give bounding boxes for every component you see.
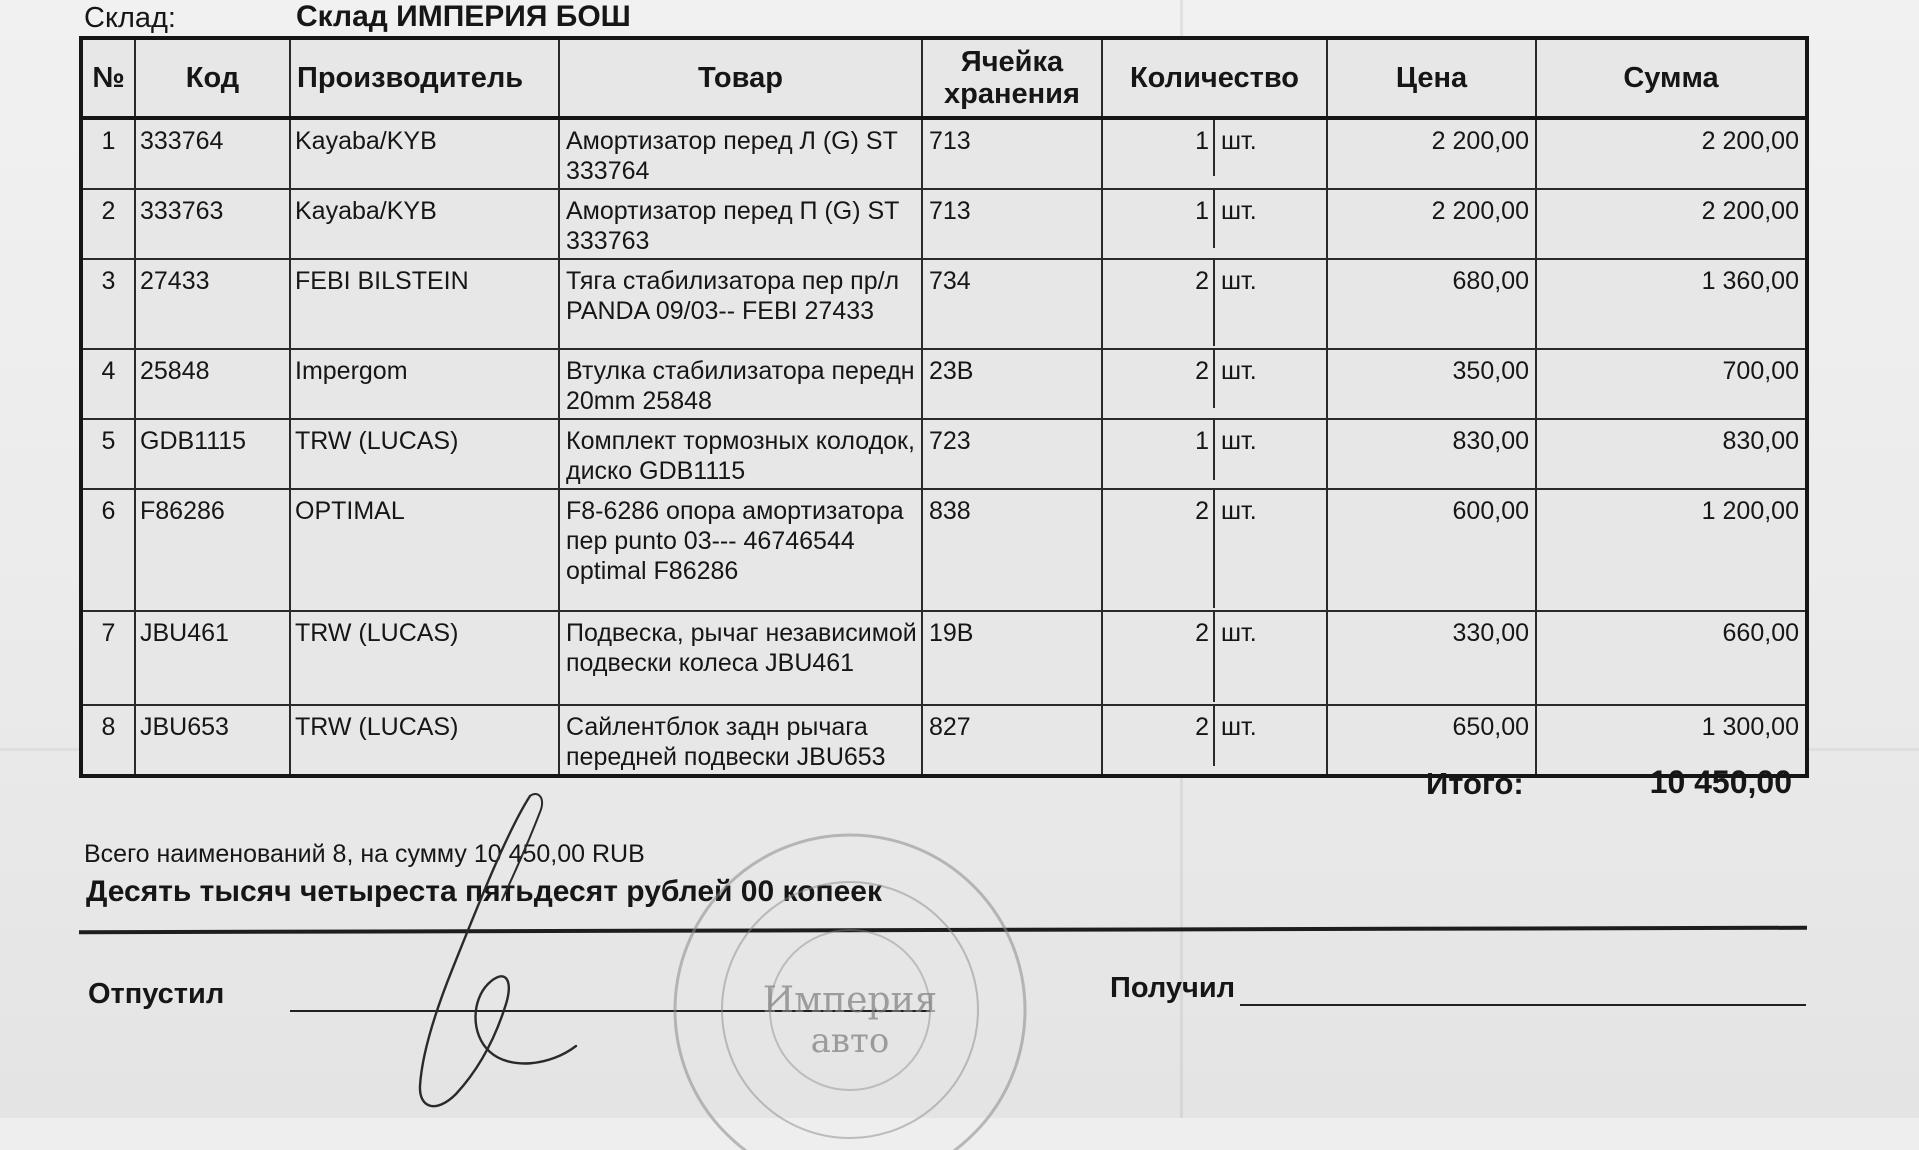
column-header-price: Цена [1327,38,1536,118]
product-name: Сайлентблок задн рычага передней подвески JBU653 [559,705,922,776]
column-header-manufacturer: Производитель [290,38,559,118]
quantity: 1 [1103,190,1215,248]
table-body [81,118,1807,776]
storage-cell: 838 [922,489,1102,611]
storage-cell: 713 [922,189,1102,259]
quantity-cell [1102,611,1327,705]
column-header-product: Товар [559,38,922,118]
manufacturer: TRW (LUCAS) [290,419,559,489]
line-sum: 830,00 [1536,419,1807,489]
warehouse-label: Склад: [84,2,176,34]
table-row [81,611,1807,705]
product-name: Комплект тормозных колодок, диско GDB1115 [559,419,922,489]
row-number: 6 [81,489,135,611]
manufacturer: OPTIMAL [290,489,559,611]
received-label: Получил [1110,972,1236,1004]
price: 2 200,00 [1327,189,1536,259]
item-code: JBU461 [135,611,290,705]
handwritten-signature [380,790,610,1120]
line-sum: 1 300,00 [1536,705,1807,776]
price: 2 200,00 [1327,118,1536,189]
item-code: 25848 [135,349,290,419]
table-header-row [81,38,1807,118]
unit: шт. [1221,127,1257,155]
product-name: Подвеска, рычаг независимой подвески колеса JBU461 [559,611,922,705]
unit: шт. [1221,197,1257,225]
total-value: 10 450,00 [1649,764,1792,800]
item-code: 27433 [135,259,290,349]
quantity: 2 [1103,350,1215,408]
manufacturer: TRW (LUCAS) [290,611,559,705]
row-number: 3 [81,259,135,349]
price: 650,00 [1327,705,1536,776]
summary-line: Всего наименований 8, на сумму 10 450,00 RUB [84,840,645,868]
manufacturer: Kayaba/KYB [290,118,559,189]
row-number: 2 [81,189,135,259]
product-name: Амортизатор перед П (G) ST 333763 [559,189,922,259]
unit: шт. [1221,267,1257,295]
column-header-quantity: Количество [1102,38,1327,118]
unit: шт. [1221,357,1257,385]
item-code: 333764 [135,118,290,189]
amount-in-words: Десять тысяч четыреста пятьдесят рублей 00 копеек [86,875,882,908]
product-name: F8-6286 опора амортизатора пер punto 03--- 46746544 optimal F86286 [559,489,922,611]
line-sum: 660,00 [1536,611,1807,705]
warehouse-header [84,0,1914,36]
quantity-cell [1102,489,1327,611]
price: 830,00 [1327,419,1536,489]
column-header-no: № [81,38,135,118]
quantity: 2 [1103,706,1215,766]
quantity: 1 [1103,420,1215,480]
product-name: Тяга стабилизатора пер пр/л PANDA 09/03-- FEBI 27433 [559,259,922,349]
unit: шт. [1221,713,1257,741]
storage-cell: 734 [922,259,1102,349]
table-row [81,349,1807,419]
quantity-cell [1102,259,1327,349]
price: 330,00 [1327,611,1536,705]
invoice-table [79,36,1809,778]
price: 350,00 [1327,349,1536,419]
table-row [81,118,1807,189]
received-signature-line [1240,1004,1806,1006]
total-label: Итого: [1426,766,1524,801]
product-name: Амортизатор перед Л (G) ST 333764 [559,118,922,189]
unit: шт. [1221,427,1257,455]
row-number: 5 [81,419,135,489]
table-row [81,489,1807,611]
manufacturer: Impergom [290,349,559,419]
line-sum: 2 200,00 [1536,189,1807,259]
storage-cell: 723 [922,419,1102,489]
price: 680,00 [1327,259,1536,349]
manufacturer: FEBI BILSTEIN [290,259,559,349]
storage-cell: 713 [922,118,1102,189]
item-code: F86286 [135,489,290,611]
table-row [81,189,1807,259]
stamp-text-line2: авто [810,1021,890,1061]
manufacturer: TRW (LUCAS) [290,705,559,776]
line-sum: 2 200,00 [1536,118,1807,189]
item-code: GDB1115 [135,419,290,489]
row-number: 4 [81,349,135,419]
quantity: 1 [1103,120,1215,176]
column-header-location: Ячейка хранения [922,38,1102,118]
line-sum: 700,00 [1536,349,1807,419]
quantity-cell [1102,705,1327,776]
price: 600,00 [1327,489,1536,611]
column-header-code: Код [135,38,290,118]
table-row [81,419,1807,489]
quantity-cell [1102,349,1327,419]
line-sum: 1 360,00 [1536,259,1807,349]
unit: шт. [1221,619,1257,647]
released-label: Отпустил [88,978,225,1010]
line-sum: 1 200,00 [1536,489,1807,611]
table-row [81,705,1807,776]
table-row [81,259,1807,349]
quantity-cell [1102,189,1327,259]
quantity: 2 [1103,490,1215,608]
warehouse-name: Склад ИМПЕРИЯ БОШ [296,0,631,33]
quantity: 2 [1103,612,1215,702]
storage-cell: 23В [922,349,1102,419]
row-number: 7 [81,611,135,705]
product-name: Втулка стабилизатора передн 20mm 25848 [559,349,922,419]
company-stamp [660,820,1040,1150]
manufacturer: Kayaba/KYB [290,189,559,259]
quantity-cell [1102,419,1327,489]
unit: шт. [1221,497,1257,525]
column-header-sum: Сумма [1536,38,1807,118]
row-number: 8 [81,705,135,776]
storage-cell: 19В [922,611,1102,705]
row-number: 1 [81,118,135,189]
quantity-cell [1102,118,1327,189]
storage-cell: 827 [922,705,1102,776]
item-code: 333763 [135,189,290,259]
stamp-text-line1: Империя [762,980,938,1021]
quantity: 2 [1103,260,1215,346]
item-code: JBU653 [135,705,290,776]
